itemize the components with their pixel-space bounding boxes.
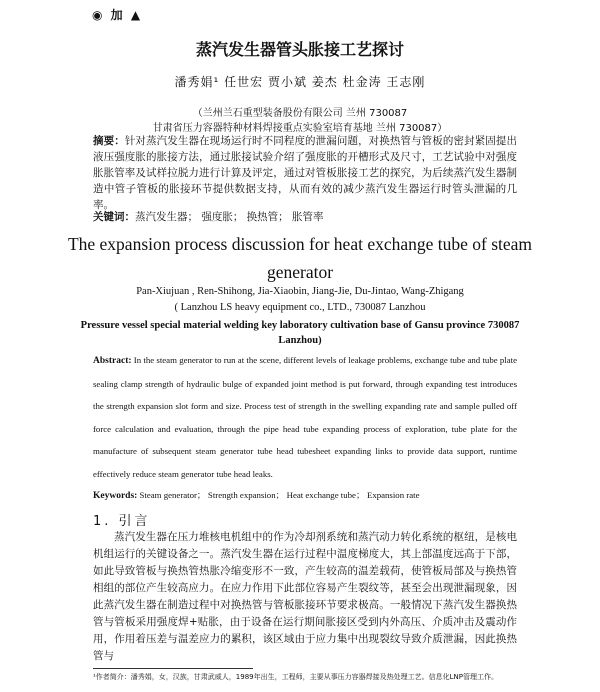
keywords-en [93, 488, 517, 501]
affiliation-cn-line-2: 甘肃省压力容器特种材料焊接重点实验室培育基地 兰州 730087） [152, 123, 448, 134]
author-footnote: ¹作者简介：潘秀娟，女，汉族，甘肃武威人，1989年出生，工程师，主要从事压力容器焊接及热处理工艺。信息化LNP管理工作。 [93, 673, 498, 681]
abstract-en-label: Abstract: [93, 356, 132, 366]
affiliation-en-line-1: ( Lanzhou LS heavy equipment co., LTD., 730087 Lanzhou [174, 302, 426, 313]
keywords-cn [93, 209, 517, 225]
paper-title-en: The expansion process discussion for heat exchange tube of steam generator [67, 234, 533, 282]
abstract-en [93, 349, 517, 486]
abstract-cn [93, 133, 517, 213]
keywords-en-text: Steam generator； Strength expansion； Heat exchange tube； Expansion rate [137, 490, 420, 500]
introduction-paragraph: 蒸汽发生器在压力堆核电机组中的作为冷却剂系统和蒸汽动力转化系统的枢纽，是核电机组运行的关键设备之一。蒸汽发生器在运行过程中温度梯度大，其上部温度远高于下部，如此导致管板与换热管热胀冷缩变形不一致，产生较高的温差载荷，使管板局部及与换热管相组的部位产生较高应力。在应力作用下此部位容易产生裂纹等，甚至会出现泄漏现象，因此蒸汽发生器在制造过程中对换热管与管板胀接环节要求极高。一般情况下蒸汽发生器换热管与管板采用强度焊+贴胀，由于设备在运行期间胀接区受到内外高压、介质冲击及震动作用，作用着压差与温差应力的累积，该区域由于应力集中出现裂纹导致介质泄漏，因此换热管与 [93, 531, 517, 662]
authors-en: Pan-Xiujuan , Ren-Shihong, Jia-Xiaobin, Jiang-Jie, Du-Jintao, Wang-Zhigang [136, 286, 464, 297]
keywords-en-label: Keywords: [93, 491, 138, 501]
journal-logo: ◉ 加 ▲ [92, 8, 143, 22]
keywords-cn-label: 关键词： [93, 211, 135, 223]
authors-cn: 潘秀娟¹ 任世宏 贾小斌 姜杰 杜金涛 王志刚 [174, 75, 426, 89]
footnote-divider [93, 668, 253, 669]
abstract-cn-text: 针对蒸汽发生器在现场运行时不同程度的泄漏问题，对换热管与管板的密封紧固提出液压强度胀的胀接方法，通过胀接试验介绍了强度胀的开槽形式及尺寸，工艺试验中对强度胀胀管率及试样拉脱力进行计算及评定，通过对管板胀接工艺的探究，为后续蒸汽发生器制造中管子管板的胀接环节提供数据支持，从而有效的减少蒸汽发生器运行时管头泄漏的几率。 [93, 135, 518, 211]
affiliation-en-line-2: Pressure vessel special material welding key laboratory cultivation base of Gansu province 730087 Lanzhou) [80, 320, 520, 346]
section-heading-introduction: 1. 引言 [93, 514, 151, 529]
keywords-cn-text: 蒸汽发生器； 强度胀； 换热管； 胀管率 [135, 211, 324, 223]
affiliation-cn-line-1: （兰州兰石重型装备股份有限公司 兰州 730087 [192, 108, 408, 119]
paper-title-cn: 蒸汽发生器管头胀接工艺探讨 [195, 40, 404, 59]
abstract-en-text: In the steam generator to run at the scene, different levels of leakage problems, exchange tube and tube plate sealing clamp strength of hydraulic bulge of expanded joint method is put forward, through expanding test introduces the strength expansion slot form and size. Process test of strength in the swelling expanding rate and sample pulled off force calculation and evaluation, through the pipe head tube expanding process of exploration, tube plate for the manufacture of subsequent steam generator tube head tubesheet expanding links to provide data support, runtime effectively reduce steam generator tube head leaks. [93, 355, 517, 479]
abstract-cn-label: 摘要： [93, 135, 125, 147]
